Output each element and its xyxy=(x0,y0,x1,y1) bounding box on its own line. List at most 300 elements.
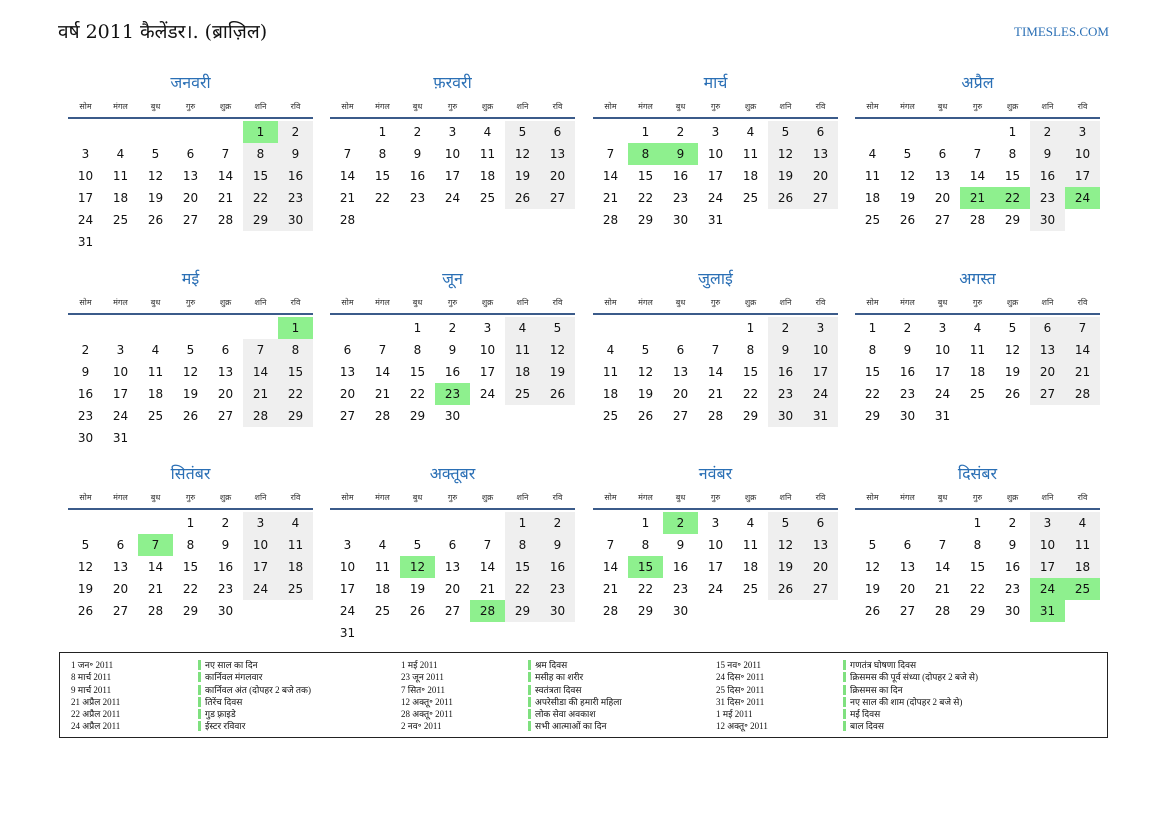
weekday-label: रवि xyxy=(815,493,826,502)
day-cell: 9 xyxy=(413,147,422,161)
weekday-label: रवि xyxy=(815,298,826,307)
day-cell: 30 xyxy=(672,604,689,618)
day-cell: 2 xyxy=(1008,516,1017,530)
holiday-date: 1 जन॰ 2011 xyxy=(71,660,114,670)
day-cell: 11 xyxy=(864,169,881,183)
day-cell: 3 xyxy=(711,516,720,530)
day-cell: 4 xyxy=(378,538,387,552)
day-cell: 7 xyxy=(243,339,278,361)
day-cell: 28 xyxy=(1065,383,1100,405)
holiday-date: 25 दिस॰ 2011 xyxy=(716,684,765,695)
weekday-label: सोम xyxy=(604,102,617,111)
day-cell: 17 xyxy=(112,387,129,401)
day-cell: 28 xyxy=(217,213,234,227)
header-rule xyxy=(855,117,1100,119)
month-block xyxy=(593,268,838,448)
day-cell: 28 xyxy=(374,409,391,423)
day-cell: 22 xyxy=(243,187,278,209)
day-cell: 28 xyxy=(147,604,164,618)
day-cell: 25 xyxy=(742,191,759,205)
day-cell: 30 xyxy=(672,213,689,227)
day-cell: 8 xyxy=(641,538,650,552)
day-cell: 22 xyxy=(278,383,313,405)
weekday-label: मंगल xyxy=(375,298,390,307)
holiday-date: 12 अक्तू॰ 2011 xyxy=(716,721,768,732)
day-cell: 5 xyxy=(768,512,803,534)
holiday-day-cell: 25 xyxy=(1065,578,1100,600)
header-rule xyxy=(593,117,838,119)
day-cell: 19 xyxy=(409,582,426,596)
day-cell: 17 xyxy=(934,365,951,379)
weekday-label: शुक्र xyxy=(744,102,757,111)
day-cell: 19 xyxy=(540,361,575,383)
weekday-label: बुध xyxy=(150,298,161,307)
day-cell: 25 xyxy=(505,383,540,405)
weekday-label: मंगल xyxy=(113,298,128,307)
weekday-label: गुरु xyxy=(447,102,458,111)
month-block xyxy=(68,463,313,643)
day-cell: 2 xyxy=(221,516,230,530)
day-cell: 2 xyxy=(676,125,685,139)
day-cell: 11 xyxy=(742,538,759,552)
weekday-label: गुरु xyxy=(185,493,196,502)
day-cell: 29 xyxy=(742,409,759,423)
day-cell: 17 xyxy=(444,169,461,183)
day-cell: 14 xyxy=(1065,339,1100,361)
day-cell: 23 xyxy=(278,187,313,209)
holiday-name: कार्निवल अंत (दोपहर 2 बजे तक) xyxy=(205,684,311,695)
holiday-date: 1 मई 2011 xyxy=(401,660,438,670)
header-rule xyxy=(593,313,838,315)
day-cell: 25 xyxy=(479,191,496,205)
day-cell: 12 xyxy=(147,169,164,183)
day-cell: 25 xyxy=(374,604,391,618)
holiday-day-cell: 23 xyxy=(435,383,470,405)
holiday-day-cell: 15 xyxy=(628,556,663,578)
day-cell: 16 xyxy=(540,556,575,578)
day-cell: 26 xyxy=(540,383,575,405)
holiday-date: 1 मई 2011 xyxy=(716,709,753,720)
page-title: वर्ष 2011 कैलेंडर।. (ब्राज़िल) xyxy=(58,21,268,43)
holiday-day-cell: 1 xyxy=(278,317,313,339)
weekday-label: बुध xyxy=(150,102,161,111)
day-cell: 15 xyxy=(969,560,986,574)
day-cell: 9 xyxy=(540,534,575,556)
day-cell: 24 xyxy=(243,578,278,600)
weekday-label: रवि xyxy=(552,102,563,111)
holiday-name: लोक सेवा अवकाश xyxy=(535,709,596,720)
day-cell: 20 xyxy=(899,582,916,596)
weekday-label: मंगल xyxy=(375,493,390,502)
day-cell: 1 xyxy=(186,516,195,530)
weekday-label: मंगल xyxy=(638,493,653,502)
day-cell: 18 xyxy=(374,582,391,596)
weekday-label: शनि xyxy=(1041,298,1054,307)
day-cell: 11 xyxy=(147,365,164,379)
day-cell: 15 xyxy=(1004,169,1021,183)
day-cell: 10 xyxy=(479,343,496,357)
day-cell: 26 xyxy=(77,604,94,618)
day-cell: 13 xyxy=(444,560,461,574)
weekday-label: रवि xyxy=(1077,493,1088,502)
day-cell: 15 xyxy=(243,165,278,187)
day-cell: 7 xyxy=(711,343,720,357)
holiday-marker xyxy=(843,709,846,719)
day-cell: 21 xyxy=(217,191,234,205)
weekday-label: बुध xyxy=(150,493,161,502)
day-cell: 20 xyxy=(217,387,234,401)
day-cell: 23 xyxy=(768,383,803,405)
day-cell: 4 xyxy=(746,125,755,139)
day-cell: 28 xyxy=(707,409,724,423)
day-cell: 10 xyxy=(707,538,724,552)
month-name: जनवरी xyxy=(170,73,211,92)
day-cell: 31 xyxy=(707,213,724,227)
day-cell: 3 xyxy=(803,317,838,339)
day-cell: 7 xyxy=(483,538,492,552)
holiday-row xyxy=(716,671,1046,683)
day-cell: 8 xyxy=(973,538,982,552)
day-cell: 16 xyxy=(672,169,689,183)
day-cell: 1 xyxy=(868,321,877,335)
weekday-label: रवि xyxy=(290,102,301,111)
weekday-label: शुक्र xyxy=(219,493,232,502)
day-cell: 23 xyxy=(77,409,94,423)
weekday-label: शनि xyxy=(254,298,267,307)
day-cell: 11 xyxy=(742,147,759,161)
day-cell: 5 xyxy=(186,343,195,357)
day-cell: 21 xyxy=(602,582,619,596)
weekday-label: शनि xyxy=(254,102,267,111)
day-cell: 8 xyxy=(505,534,540,556)
weekday-label: सोम xyxy=(866,102,879,111)
day-cell: 9 xyxy=(448,343,457,357)
holiday-marker xyxy=(198,721,201,731)
day-cell: 10 xyxy=(707,147,724,161)
day-cell: 5 xyxy=(413,538,422,552)
day-cell: 14 xyxy=(602,169,619,183)
day-cell: 14 xyxy=(934,560,951,574)
weekday-label: मंगल xyxy=(900,493,915,502)
day-cell: 24 xyxy=(803,383,838,405)
day-cell: 2 xyxy=(448,321,457,335)
day-cell: 31 xyxy=(112,431,129,445)
weekday-label: गुरु xyxy=(710,102,721,111)
day-cell: 26 xyxy=(1004,387,1021,401)
month-name: अक्तूबर xyxy=(429,464,476,483)
day-cell: 28 xyxy=(339,213,356,227)
day-cell: 9 xyxy=(221,538,230,552)
holiday-name: गणतंत्र घोषणा दिवस xyxy=(850,660,917,670)
day-cell: 29 xyxy=(278,405,313,427)
holiday-date: 12 अक्तू॰ 2011 xyxy=(401,696,453,707)
holiday-row xyxy=(716,684,1046,696)
day-cell: 4 xyxy=(868,147,877,161)
brand-link[interactable]: TIMESLES.COM xyxy=(1014,24,1109,39)
day-cell: 1 xyxy=(413,321,422,335)
day-cell: 27 xyxy=(444,604,461,618)
holiday-name: मई दिवस xyxy=(850,709,881,720)
day-cell: 22 xyxy=(864,387,881,401)
holiday-name: कार्निवल मंगलवार xyxy=(205,672,263,683)
holiday-day-cell: 22 xyxy=(995,187,1030,209)
month-block xyxy=(330,463,575,643)
day-cell: 27 xyxy=(217,409,234,423)
day-cell: 30 xyxy=(899,409,916,423)
day-cell: 1 xyxy=(973,516,982,530)
day-cell: 18 xyxy=(864,191,881,205)
day-cell: 18 xyxy=(147,387,164,401)
day-cell: 20 xyxy=(1030,361,1065,383)
day-cell: 20 xyxy=(803,165,838,187)
day-cell: 17 xyxy=(1065,165,1100,187)
day-cell: 1 xyxy=(641,125,650,139)
day-cell: 29 xyxy=(1004,213,1021,227)
holiday-marker xyxy=(198,660,201,670)
day-cell: 5 xyxy=(540,317,575,339)
day-cell: 8 xyxy=(378,147,387,161)
weekday-label: शनि xyxy=(516,102,529,111)
weekday-label: रवि xyxy=(290,298,301,307)
day-cell: 9 xyxy=(278,143,313,165)
day-cell: 5 xyxy=(151,147,160,161)
day-cell: 29 xyxy=(637,604,654,618)
day-cell: 10 xyxy=(1030,534,1065,556)
day-cell: 7 xyxy=(378,343,387,357)
weekday-label: सोम xyxy=(341,493,354,502)
weekday-label: बुध xyxy=(937,493,948,502)
day-cell: 1 xyxy=(746,321,755,335)
day-cell: 4 xyxy=(606,343,615,357)
holiday-name: क्रिसमस का दिन xyxy=(850,684,903,695)
day-cell: 15 xyxy=(505,556,540,578)
weekday-label: रवि xyxy=(1077,102,1088,111)
day-cell: 9 xyxy=(768,339,803,361)
day-cell: 27 xyxy=(540,187,575,209)
day-cell: 12 xyxy=(637,365,654,379)
weekday-label: गुरु xyxy=(972,298,983,307)
day-cell: 29 xyxy=(182,604,199,618)
day-cell: 13 xyxy=(899,560,916,574)
day-cell: 3 xyxy=(448,125,457,139)
day-cell: 3 xyxy=(116,343,125,357)
day-cell: 21 xyxy=(147,582,164,596)
holiday-row xyxy=(716,720,1046,732)
month-block xyxy=(593,72,838,252)
weekday-label: शनि xyxy=(779,493,792,502)
month-block xyxy=(855,268,1100,448)
day-cell: 4 xyxy=(278,512,313,534)
day-cell: 6 xyxy=(676,343,685,357)
day-cell: 16 xyxy=(77,387,94,401)
day-cell: 19 xyxy=(637,387,654,401)
holiday-date: 28 अक्तू॰ 2011 xyxy=(401,709,453,720)
day-cell: 11 xyxy=(1065,534,1100,556)
weekday-label: गुरु xyxy=(710,298,721,307)
day-cell: 13 xyxy=(112,560,129,574)
day-cell: 4 xyxy=(483,125,492,139)
holiday-day-cell: 1 xyxy=(243,121,278,143)
day-cell: 15 xyxy=(742,365,759,379)
holiday-column xyxy=(71,659,401,733)
day-cell: 9 xyxy=(676,538,685,552)
holiday-name: नए साल का दिन xyxy=(205,660,258,670)
day-cell: 22 xyxy=(505,578,540,600)
day-cell: 5 xyxy=(641,343,650,357)
holiday-row xyxy=(71,696,401,708)
holiday-marker xyxy=(843,721,846,731)
holiday-row xyxy=(716,708,1046,720)
weekday-label: रवि xyxy=(552,298,563,307)
day-cell: 22 xyxy=(409,387,426,401)
day-cell: 10 xyxy=(803,339,838,361)
day-cell: 6 xyxy=(116,538,125,552)
day-cell: 30 xyxy=(217,604,234,618)
day-cell: 6 xyxy=(938,147,947,161)
day-cell: 20 xyxy=(934,191,951,205)
day-cell: 12 xyxy=(768,143,803,165)
day-cell: 25 xyxy=(147,409,164,423)
day-cell: 19 xyxy=(899,191,916,205)
weekday-label: शुक्र xyxy=(744,493,757,502)
day-cell: 19 xyxy=(77,582,94,596)
weekday-label: गुरु xyxy=(710,493,721,502)
weekday-label: शुक्र xyxy=(481,493,494,502)
day-cell: 6 xyxy=(803,512,838,534)
day-cell: 31 xyxy=(803,405,838,427)
weekday-label: शनि xyxy=(516,298,529,307)
day-cell: 20 xyxy=(672,387,689,401)
day-cell: 23 xyxy=(672,191,689,205)
weekday-label: रवि xyxy=(552,493,563,502)
day-cell: 10 xyxy=(112,365,129,379)
day-cell: 4 xyxy=(151,343,160,357)
day-cell: 7 xyxy=(606,147,615,161)
holiday-name: नए साल की शाम (दोपहर 2 बजे से) xyxy=(850,696,963,707)
day-cell: 11 xyxy=(969,343,986,357)
month-name: मई xyxy=(181,269,200,288)
holiday-name: तिरेंच दिवस xyxy=(205,696,243,707)
day-cell: 24 xyxy=(479,387,496,401)
day-cell: 31 xyxy=(934,409,951,423)
day-cell: 14 xyxy=(374,365,391,379)
weekday-label: रवि xyxy=(815,102,826,111)
day-cell: 19 xyxy=(1004,365,1021,379)
weekday-label: सोम xyxy=(79,102,92,111)
month-name: नवंबर xyxy=(698,464,733,483)
day-cell: 23 xyxy=(899,387,916,401)
day-cell: 8 xyxy=(868,343,877,357)
weekday-label: गुरु xyxy=(185,102,196,111)
holiday-day-cell: 21 xyxy=(960,187,995,209)
day-cell: 1 xyxy=(641,516,650,530)
month-block xyxy=(855,72,1100,252)
day-cell: 20 xyxy=(540,165,575,187)
day-cell: 21 xyxy=(707,387,724,401)
day-cell: 11 xyxy=(278,534,313,556)
holiday-day-cell: 12 xyxy=(400,556,435,578)
day-cell: 25 xyxy=(278,578,313,600)
day-cell: 20 xyxy=(803,556,838,578)
day-cell: 13 xyxy=(1030,339,1065,361)
weekday-label: शुक्र xyxy=(744,298,757,307)
day-cell: 5 xyxy=(505,121,540,143)
day-cell: 14 xyxy=(479,560,496,574)
day-cell: 6 xyxy=(186,147,195,161)
holiday-name: गुड फ़्राइडे xyxy=(205,709,236,720)
weekday-label: बुध xyxy=(937,102,948,111)
day-cell: 18 xyxy=(742,560,759,574)
day-cell: 21 xyxy=(602,191,619,205)
day-cell: 20 xyxy=(339,387,356,401)
day-cell: 8 xyxy=(413,343,422,357)
day-cell: 17 xyxy=(707,169,724,183)
day-cell: 12 xyxy=(182,365,199,379)
day-cell: 1 xyxy=(378,125,387,139)
day-cell: 22 xyxy=(742,387,759,401)
day-cell: 5 xyxy=(81,538,90,552)
holiday-row xyxy=(401,684,731,696)
day-cell: 20 xyxy=(182,191,199,205)
day-cell: 17 xyxy=(803,361,838,383)
day-cell: 27 xyxy=(803,578,838,600)
weekday-label: मंगल xyxy=(113,102,128,111)
day-cell: 4 xyxy=(973,321,982,335)
day-cell: 14 xyxy=(243,361,278,383)
day-cell: 23 xyxy=(1004,582,1021,596)
holiday-marker xyxy=(528,672,531,682)
month-name: मार्च xyxy=(703,73,728,92)
day-cell: 13 xyxy=(182,169,199,183)
day-cell: 2 xyxy=(413,125,422,139)
day-cell: 18 xyxy=(969,365,986,379)
day-cell: 20 xyxy=(112,582,129,596)
day-cell: 19 xyxy=(147,191,164,205)
day-cell: 14 xyxy=(147,560,164,574)
day-cell: 23 xyxy=(540,578,575,600)
day-cell: 12 xyxy=(899,169,916,183)
day-cell: 27 xyxy=(934,213,951,227)
weekday-label: शुक्र xyxy=(481,102,494,111)
weekday-label: शनि xyxy=(516,493,529,502)
day-cell: 30 xyxy=(1004,604,1021,618)
day-cell: 30 xyxy=(1030,209,1065,231)
day-cell: 17 xyxy=(243,556,278,578)
day-cell: 29 xyxy=(409,409,426,423)
weekday-label: मंगल xyxy=(900,102,915,111)
day-cell: 27 xyxy=(1030,383,1065,405)
weekday-label: सोम xyxy=(79,493,92,502)
holiday-marker xyxy=(198,697,201,707)
day-cell: 25 xyxy=(864,213,881,227)
day-cell: 6 xyxy=(540,121,575,143)
day-cell: 11 xyxy=(112,169,129,183)
day-cell: 25 xyxy=(969,387,986,401)
month-name: अगस्त xyxy=(959,269,996,288)
day-cell: 12 xyxy=(768,534,803,556)
day-cell: 16 xyxy=(672,560,689,574)
header-rule xyxy=(330,117,575,119)
day-cell: 26 xyxy=(864,604,881,618)
day-cell: 26 xyxy=(899,213,916,227)
day-cell: 24 xyxy=(707,582,724,596)
holiday-day-cell: 31 xyxy=(1030,600,1065,622)
day-cell: 3 xyxy=(243,512,278,534)
holiday-day-cell: 24 xyxy=(1065,187,1100,209)
day-cell: 21 xyxy=(479,582,496,596)
day-cell: 30 xyxy=(77,431,94,445)
month-block xyxy=(330,72,575,252)
